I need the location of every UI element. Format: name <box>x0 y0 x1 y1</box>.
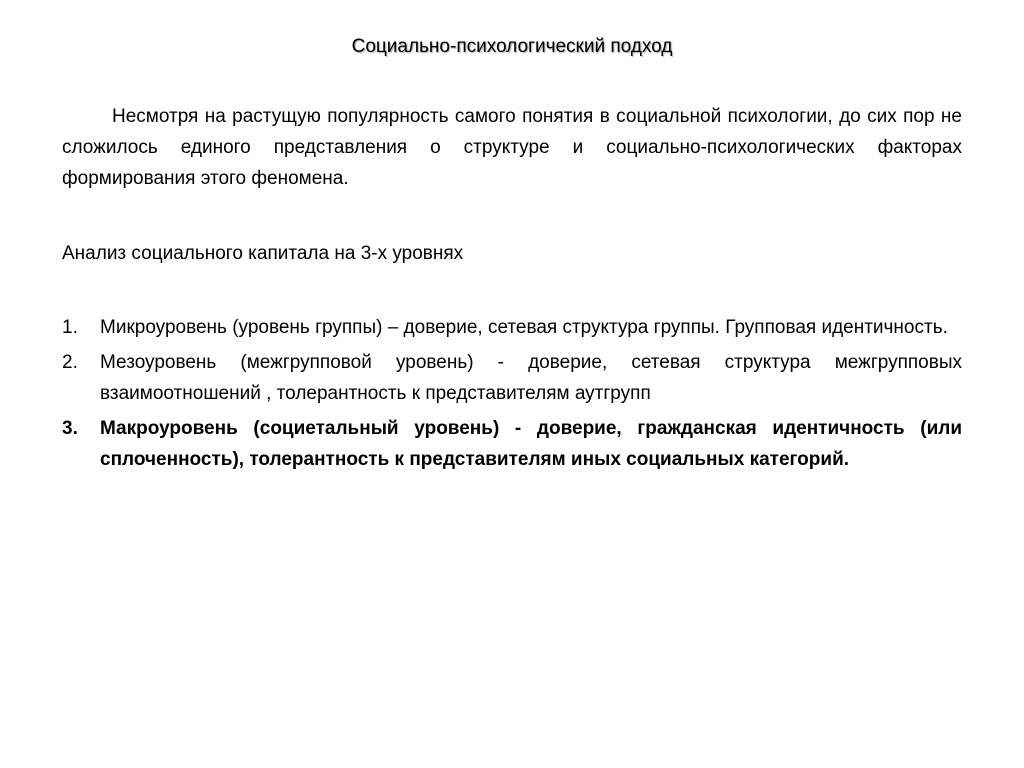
list-item-text: Микроуровень (уровень группы) – доверие, сетевая структура группы. Групповая идентичность. <box>100 317 948 338</box>
section-subheading: Анализ социального капитала на 3-х уровнях <box>62 243 464 264</box>
list-item <box>62 413 962 475</box>
intro-paragraph: Несмотря на растущую популярность самого понятия в социальной психологии, до сих пор не сложилось единого представления о структуре и социально-психологических факторах формирования этого феномена. <box>62 106 962 189</box>
slide-title: Социально-психологический подход <box>351 36 673 57</box>
list-item-number: 1. <box>62 317 78 338</box>
list-item-text: Мезоуровень (межгрупповой уровень) - доверие, сетевая структура межгрупповых взаимоотношений , толерантность к представителям аутгрупп <box>100 352 962 404</box>
list-item-text: Макроуровень (социетальный уровень) - доверие, гражданская идентичность (или сплоченность), толерантность к представителям иных социальных категорий. <box>100 418 962 470</box>
list-item-number: 2. <box>62 352 78 373</box>
list-item <box>62 312 962 343</box>
list-item-number: 3. <box>62 418 78 439</box>
levels-list <box>62 312 962 479</box>
list-item <box>62 347 962 409</box>
